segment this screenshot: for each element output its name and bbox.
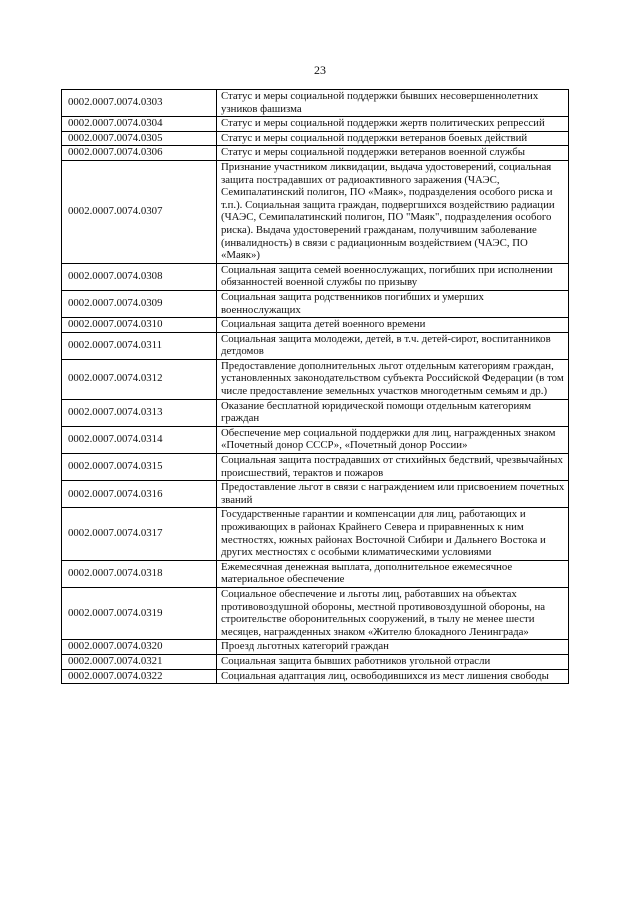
row-description: Статус и меры социальной поддержки ветеранов боевых действий — [217, 131, 569, 146]
table-row — [62, 332, 569, 359]
row-code: 0002.0007.0074.0303 — [62, 90, 217, 117]
row-code: 0002.0007.0074.0309 — [62, 290, 217, 317]
row-code: 0002.0007.0074.0304 — [62, 117, 217, 132]
row-description: Предоставление льгот в связи с награждением или присвоением почетных званий — [217, 481, 569, 508]
row-code: 0002.0007.0074.0317 — [62, 508, 217, 560]
table-row — [62, 654, 569, 669]
row-code: 0002.0007.0074.0312 — [62, 359, 217, 399]
row-description: Статус и меры социальной поддержки жертв политических репрессий — [217, 117, 569, 132]
table-row — [62, 481, 569, 508]
table-row — [62, 454, 569, 481]
table-row — [62, 160, 569, 263]
row-description: Социальная защита детей военного времени — [217, 318, 569, 333]
page-number: 23 — [314, 63, 326, 77]
row-description: Статус и меры социальной поддержки ветеранов военной службы — [217, 146, 569, 161]
row-code: 0002.0007.0074.0311 — [62, 332, 217, 359]
table-row — [62, 640, 569, 655]
row-description: Социальная защита бывших работников угольной отрасли — [217, 654, 569, 669]
table-row — [62, 399, 569, 426]
table-row — [62, 508, 569, 560]
row-code: 0002.0007.0074.0306 — [62, 146, 217, 161]
row-code: 0002.0007.0074.0315 — [62, 454, 217, 481]
row-code: 0002.0007.0074.0314 — [62, 426, 217, 453]
row-description: Ежемесячная денежная выплата, дополнительное ежемесячное материальное обеспечение — [217, 560, 569, 587]
row-description: Государственные гарантии и компенсации для лиц, работающих и проживающих в районах Крайнего Севера и приравненных к ним местностях, южных районах Восточной Сибири и Дальнего Востока и других местностях с особыми климатическими условиями — [217, 508, 569, 560]
table-row — [62, 131, 569, 146]
table-row — [62, 587, 569, 639]
row-code: 0002.0007.0074.0316 — [62, 481, 217, 508]
row-code: 0002.0007.0074.0318 — [62, 560, 217, 587]
row-code: 0002.0007.0074.0305 — [62, 131, 217, 146]
row-description: Оказание бесплатной юридической помощи отдельным категориям граждан — [217, 399, 569, 426]
row-code: 0002.0007.0074.0313 — [62, 399, 217, 426]
row-description: Статус и меры социальной поддержки бывших несовершеннолетних узников фашизма — [217, 90, 569, 117]
row-code: 0002.0007.0074.0321 — [62, 654, 217, 669]
row-description: Признание участником ликвидации, выдача удостоверений, социальная защита пострадавших от радиоактивного заражения (ЧАЭС, Семипалатинский полигон, ПО «Маяк», подразделения особого риска и т.п.). Социальная защита граждан, подвергшихся воздействию радиации (ЧАЭС, Семипалатинский полигон, ПО "Маяк", подразделения особого риска). Выдача удостоверений гражданам, получившим заболевание (инвалидность) в связи с радиационным воздействием (ЧАЭС, ПО «Маяк») — [217, 160, 569, 263]
table-row — [62, 359, 569, 399]
classifier-table — [61, 89, 569, 684]
row-description: Обеспечение мер социальной поддержки для лиц, награжденных знаком «Почетный донор СССР», «Почетный донор России» — [217, 426, 569, 453]
row-description: Социальное обеспечение и льготы лиц, работавших на объектах противовоздушной обороны, местной противовоздушной обороны, на строительстве оборонительных сооружений, в тылу не менее шести месяцев, награжденных знаком «Жителю блокадного Ленинграда» — [217, 587, 569, 639]
table-row — [62, 290, 569, 317]
row-code: 0002.0007.0074.0322 — [62, 669, 217, 684]
table-row — [62, 560, 569, 587]
table-row — [62, 263, 569, 290]
row-description: Социальная адаптация лиц, освободившихся из мест лишения свободы — [217, 669, 569, 684]
row-description: Социальная защита молодежи, детей, в т.ч. детей-сирот, воспитанников детдомов — [217, 332, 569, 359]
row-description: Социальная защита семей военнослужащих, погибших при исполнении обязанностей военной службы по призыву — [217, 263, 569, 290]
row-description: Предоставление дополнительных льгот отдельным категориям граждан, установленных законодательством субъекта Российской Федерации (в том числе предоставление земельных участков многодетным семьям и др.) — [217, 359, 569, 399]
row-code: 0002.0007.0074.0308 — [62, 263, 217, 290]
table-row — [62, 318, 569, 333]
table-row — [62, 90, 569, 117]
row-code: 0002.0007.0074.0320 — [62, 640, 217, 655]
row-description: Социальная защита родственников погибших и умерших военнослужащих — [217, 290, 569, 317]
row-description: Социальная защита пострадавших от стихийных бедствий, чрезвычайных происшествий, терактов и пожаров — [217, 454, 569, 481]
table-row — [62, 146, 569, 161]
row-description: Проезд льготных категорий граждан — [217, 640, 569, 655]
table-row — [62, 426, 569, 453]
row-code: 0002.0007.0074.0310 — [62, 318, 217, 333]
table-row — [62, 669, 569, 684]
row-code: 0002.0007.0074.0307 — [62, 160, 217, 263]
table-row — [62, 117, 569, 132]
row-code: 0002.0007.0074.0319 — [62, 587, 217, 639]
